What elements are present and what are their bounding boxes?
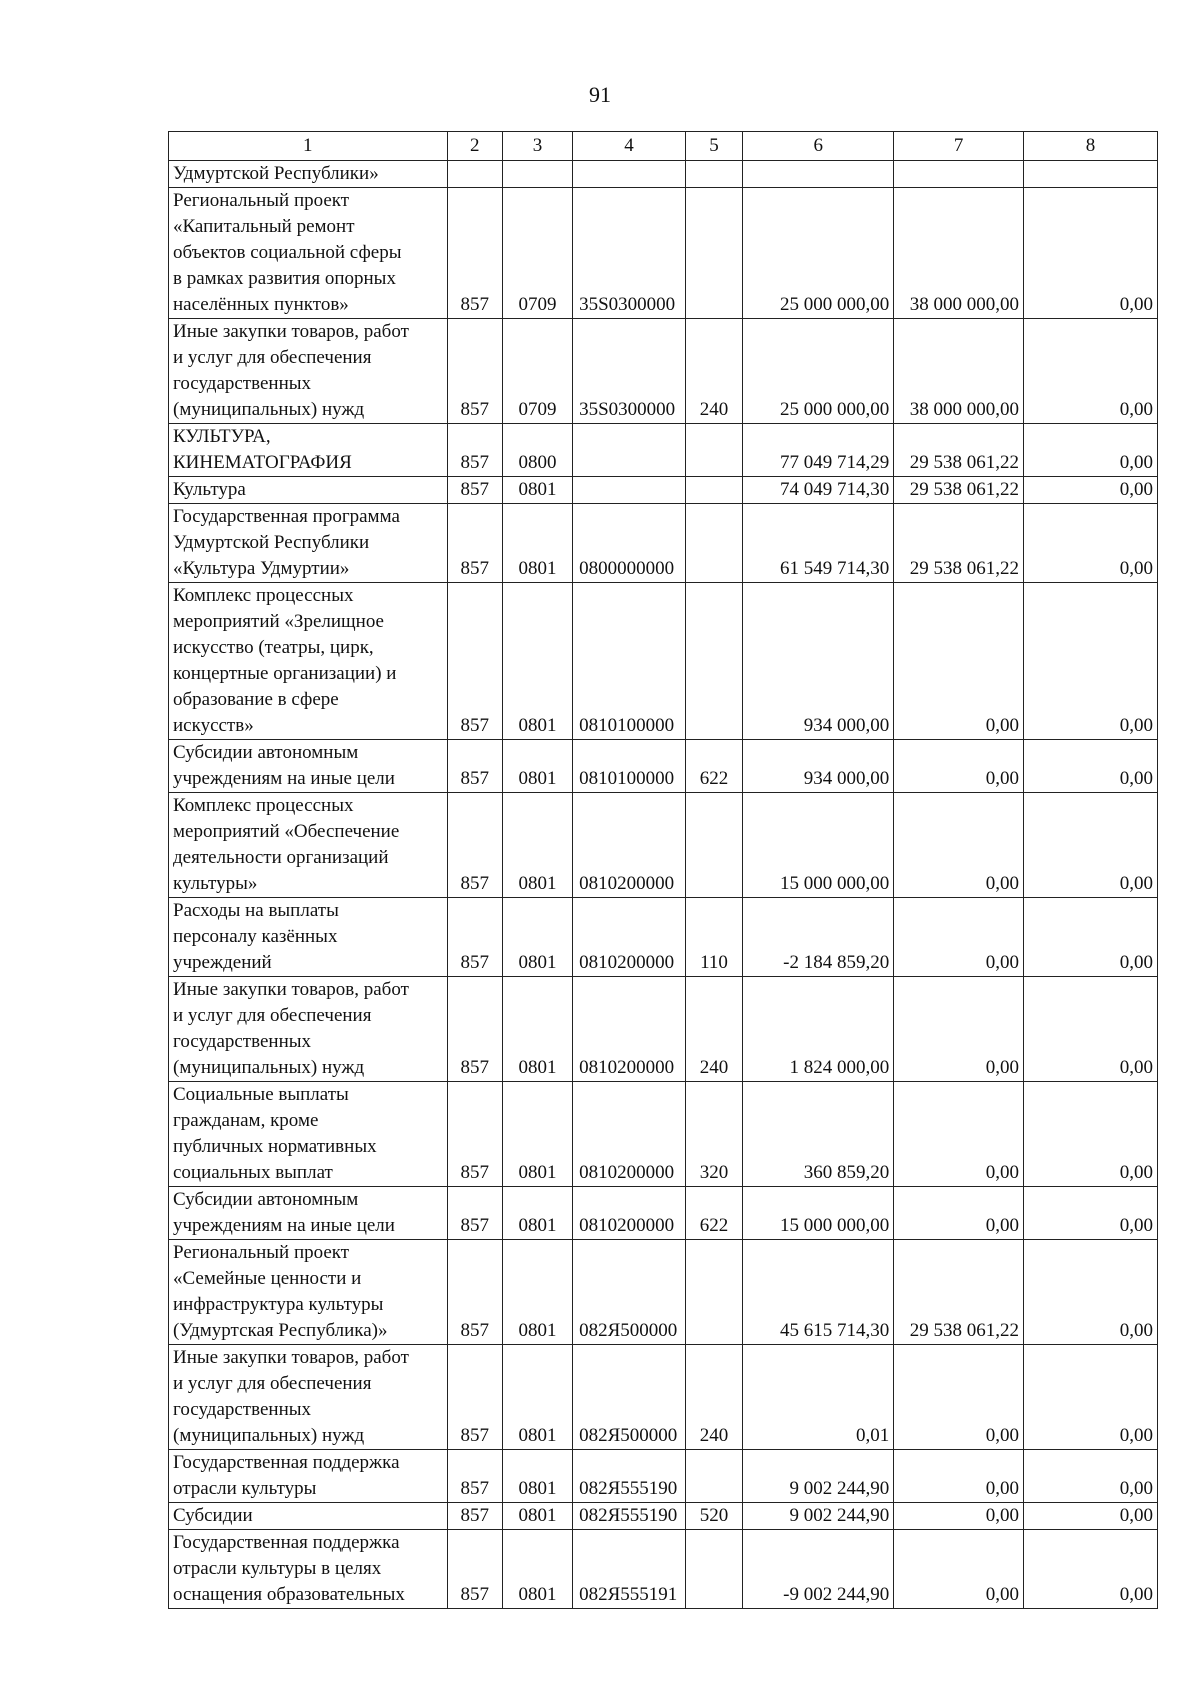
amount-col7-cell: 38 000 000,00 <box>894 319 1024 424</box>
section-cell: 0801 <box>502 1240 572 1345</box>
expense-type-cell <box>685 583 742 740</box>
budget-table <box>168 131 1158 1609</box>
row-name-cell: Иные закупки товаров, работ и услуг для обеспечения государственных (муниципальных) нужд <box>169 977 448 1082</box>
amount-col7-cell: 0,00 <box>894 793 1024 898</box>
section-cell: 0709 <box>502 319 572 424</box>
amount-col8-cell: 0,00 <box>1023 319 1157 424</box>
section-cell: 0801 <box>502 1530 572 1609</box>
ministry-cell: 857 <box>447 977 502 1082</box>
amount-col6-cell: 9 002 244,90 <box>743 1503 894 1530</box>
amount-col6-cell: 1 824 000,00 <box>743 977 894 1082</box>
ministry-cell: 857 <box>447 424 502 477</box>
table-body <box>169 161 1158 1609</box>
amount-col6-cell: -9 002 244,90 <box>743 1530 894 1609</box>
table-row <box>169 1503 1158 1530</box>
table-row <box>169 1240 1158 1345</box>
header-cell: 3 <box>502 132 572 161</box>
amount-col8-cell: 0,00 <box>1023 1450 1157 1503</box>
table-row <box>169 504 1158 583</box>
row-name-cell: Государственная поддержка отрасли культуры в целях оснащения образовательных <box>169 1530 448 1609</box>
row-name-cell: Субсидии <box>169 1503 448 1530</box>
amount-col8-cell <box>1023 161 1157 188</box>
section-cell: 0801 <box>502 898 572 977</box>
amount-col6-cell: 25 000 000,00 <box>743 319 894 424</box>
target-code-cell <box>573 477 686 504</box>
amount-col6-cell: 77 049 714,29 <box>743 424 894 477</box>
amount-col8-cell: 0,00 <box>1023 1503 1157 1530</box>
expense-type-cell <box>685 188 742 319</box>
amount-col7-cell: 29 538 061,22 <box>894 1240 1024 1345</box>
amount-col7-cell: 0,00 <box>894 1082 1024 1187</box>
row-name-cell: Субсидии автономным учреждениям на иные цели <box>169 740 448 793</box>
header-cell: 4 <box>573 132 686 161</box>
table-row <box>169 319 1158 424</box>
table-row <box>169 188 1158 319</box>
row-name-cell: Иные закупки товаров, работ и услуг для обеспечения государственных (муниципальных) нужд <box>169 319 448 424</box>
section-cell <box>502 161 572 188</box>
table-row <box>169 583 1158 740</box>
amount-col7-cell: 0,00 <box>894 1187 1024 1240</box>
amount-col7-cell: 0,00 <box>894 1450 1024 1503</box>
amount-col6-cell <box>743 161 894 188</box>
table-row <box>169 740 1158 793</box>
ministry-cell: 857 <box>447 188 502 319</box>
amount-col8-cell: 0,00 <box>1023 1345 1157 1450</box>
header-cell: 2 <box>447 132 502 161</box>
header-cell: 1 <box>169 132 448 161</box>
amount-col7-cell: 29 538 061,22 <box>894 504 1024 583</box>
amount-col6-cell: 9 002 244,90 <box>743 1450 894 1503</box>
amount-col8-cell: 0,00 <box>1023 740 1157 793</box>
amount-col8-cell: 0,00 <box>1023 1187 1157 1240</box>
header-row <box>169 132 1158 161</box>
table-row <box>169 898 1158 977</box>
section-cell: 0801 <box>502 504 572 583</box>
ministry-cell: 857 <box>447 898 502 977</box>
expense-type-cell <box>685 161 742 188</box>
expense-type-cell: 240 <box>685 977 742 1082</box>
target-code-cell: 082Я555191 <box>573 1530 686 1609</box>
amount-col8-cell: 0,00 <box>1023 504 1157 583</box>
table-row <box>169 1530 1158 1609</box>
expense-type-cell: 320 <box>685 1082 742 1187</box>
target-code-cell: 082Я500000 <box>573 1240 686 1345</box>
table-row <box>169 1345 1158 1450</box>
target-code-cell: 0810200000 <box>573 1187 686 1240</box>
amount-col6-cell: 15 000 000,00 <box>743 793 894 898</box>
ministry-cell: 857 <box>447 793 502 898</box>
amount-col7-cell: 0,00 <box>894 740 1024 793</box>
ministry-cell: 857 <box>447 1503 502 1530</box>
target-code-cell: 082Я500000 <box>573 1345 686 1450</box>
amount-col8-cell: 0,00 <box>1023 1240 1157 1345</box>
amount-col7-cell: 29 538 061,22 <box>894 477 1024 504</box>
amount-col8-cell: 0,00 <box>1023 188 1157 319</box>
section-cell: 0801 <box>502 1503 572 1530</box>
amount-col7-cell: 0,00 <box>894 977 1024 1082</box>
section-cell: 0801 <box>502 1082 572 1187</box>
ministry-cell: 857 <box>447 504 502 583</box>
table-row <box>169 424 1158 477</box>
table-row <box>169 1187 1158 1240</box>
row-name-cell: КУЛЬТУРА, КИНЕМАТОГРАФИЯ <box>169 424 448 477</box>
target-code-cell: 0800000000 <box>573 504 686 583</box>
row-name-cell: Комплекс процессных мероприятий «Зрелищное искусство (театры, цирк, концертные организации) и образование в сфере искусств» <box>169 583 448 740</box>
table-row <box>169 977 1158 1082</box>
amount-col7-cell: 38 000 000,00 <box>894 188 1024 319</box>
table-row <box>169 1082 1158 1187</box>
ministry-cell: 857 <box>447 1530 502 1609</box>
amount-col7-cell: 0,00 <box>894 1530 1024 1609</box>
amount-col8-cell: 0,00 <box>1023 793 1157 898</box>
row-name-cell: Государственная программа Удмуртской Республики «Культура Удмуртии» <box>169 504 448 583</box>
ministry-cell: 857 <box>447 1187 502 1240</box>
table-row <box>169 1450 1158 1503</box>
amount-col6-cell: 934 000,00 <box>743 740 894 793</box>
header-cell: 8 <box>1023 132 1157 161</box>
page-number: 91 <box>589 82 611 107</box>
target-code-cell: 0810200000 <box>573 793 686 898</box>
amount-col6-cell: 15 000 000,00 <box>743 1187 894 1240</box>
amount-col6-cell: -2 184 859,20 <box>743 898 894 977</box>
header-cell: 5 <box>685 132 742 161</box>
expense-type-cell: 240 <box>685 1345 742 1450</box>
section-cell: 0801 <box>502 1187 572 1240</box>
table-row <box>169 793 1158 898</box>
amount-col8-cell: 0,00 <box>1023 977 1157 1082</box>
amount-col6-cell: 45 615 714,30 <box>743 1240 894 1345</box>
target-code-cell: 0810200000 <box>573 977 686 1082</box>
section-cell: 0801 <box>502 583 572 740</box>
table-row <box>169 161 1158 188</box>
amount-col8-cell: 0,00 <box>1023 477 1157 504</box>
amount-col7-cell: 0,00 <box>894 1345 1024 1450</box>
ministry-cell: 857 <box>447 1240 502 1345</box>
section-cell: 0801 <box>502 977 572 1082</box>
header-cell: 7 <box>894 132 1024 161</box>
ministry-cell: 857 <box>447 583 502 740</box>
ministry-cell: 857 <box>447 319 502 424</box>
amount-col6-cell: 0,01 <box>743 1345 894 1450</box>
section-cell: 0709 <box>502 188 572 319</box>
expense-type-cell <box>685 504 742 583</box>
target-code-cell: 082Я555190 <box>573 1450 686 1503</box>
row-name-cell: Культура <box>169 477 448 504</box>
amount-col8-cell: 0,00 <box>1023 1530 1157 1609</box>
expense-type-cell: 110 <box>685 898 742 977</box>
row-name-cell: Региональный проект «Семейные ценности и инфраструктура культуры (Удмуртская Республика)» <box>169 1240 448 1345</box>
amount-col7-cell: 29 538 061,22 <box>894 424 1024 477</box>
amount-col6-cell: 934 000,00 <box>743 583 894 740</box>
amount-col7-cell: 0,00 <box>894 1503 1024 1530</box>
amount-col6-cell: 74 049 714,30 <box>743 477 894 504</box>
ministry-cell: 857 <box>447 1345 502 1450</box>
amount-col7-cell: 0,00 <box>894 898 1024 977</box>
expense-type-cell <box>685 1240 742 1345</box>
row-name-cell: Комплекс процессных мероприятий «Обеспечение деятельности организаций культуры» <box>169 793 448 898</box>
section-cell: 0800 <box>502 424 572 477</box>
target-code-cell: 082Я555190 <box>573 1503 686 1530</box>
ministry-cell: 857 <box>447 477 502 504</box>
section-cell: 0801 <box>502 793 572 898</box>
ministry-cell <box>447 161 502 188</box>
row-name-cell: Государственная поддержка отрасли культуры <box>169 1450 448 1503</box>
expense-type-cell: 622 <box>685 1187 742 1240</box>
expense-type-cell <box>685 1530 742 1609</box>
section-cell: 0801 <box>502 477 572 504</box>
target-code-cell: 35S0300000 <box>573 319 686 424</box>
target-code-cell: 35S0300000 <box>573 188 686 319</box>
row-name-cell: Удмуртской Республики» <box>169 161 448 188</box>
ministry-cell: 857 <box>447 1450 502 1503</box>
section-cell: 0801 <box>502 740 572 793</box>
amount-col8-cell: 0,00 <box>1023 1082 1157 1187</box>
row-name-cell: Расходы на выплаты персоналу казённых учреждений <box>169 898 448 977</box>
section-cell: 0801 <box>502 1345 572 1450</box>
amount-col6-cell: 61 549 714,30 <box>743 504 894 583</box>
header-cell: 6 <box>743 132 894 161</box>
expense-type-cell: 622 <box>685 740 742 793</box>
expense-type-cell <box>685 793 742 898</box>
row-name-cell: Региональный проект «Капитальный ремонт объектов социальной сферы в рамках развития опорных населённых пунктов» <box>169 188 448 319</box>
target-code-cell: 0810200000 <box>573 1082 686 1187</box>
target-code-cell: 0810100000 <box>573 740 686 793</box>
target-code-cell <box>573 161 686 188</box>
expense-type-cell <box>685 1450 742 1503</box>
expense-type-cell: 240 <box>685 319 742 424</box>
amount-col7-cell: 0,00 <box>894 583 1024 740</box>
row-name-cell: Иные закупки товаров, работ и услуг для обеспечения государственных (муниципальных) нужд <box>169 1345 448 1450</box>
section-cell: 0801 <box>502 1450 572 1503</box>
amount-col6-cell: 360 859,20 <box>743 1082 894 1187</box>
expense-type-cell <box>685 424 742 477</box>
expense-type-cell: 520 <box>685 1503 742 1530</box>
amount-col8-cell: 0,00 <box>1023 583 1157 740</box>
amount-col8-cell: 0,00 <box>1023 898 1157 977</box>
target-code-cell: 0810200000 <box>573 898 686 977</box>
row-name-cell: Социальные выплаты гражданам, кроме публичных нормативных социальных выплат <box>169 1082 448 1187</box>
target-code-cell <box>573 424 686 477</box>
table-row <box>169 477 1158 504</box>
amount-col7-cell <box>894 161 1024 188</box>
expense-type-cell <box>685 477 742 504</box>
row-name-cell: Субсидии автономным учреждениям на иные цели <box>169 1187 448 1240</box>
target-code-cell: 0810100000 <box>573 583 686 740</box>
ministry-cell: 857 <box>447 740 502 793</box>
ministry-cell: 857 <box>447 1082 502 1187</box>
amount-col6-cell: 25 000 000,00 <box>743 188 894 319</box>
amount-col8-cell: 0,00 <box>1023 424 1157 477</box>
